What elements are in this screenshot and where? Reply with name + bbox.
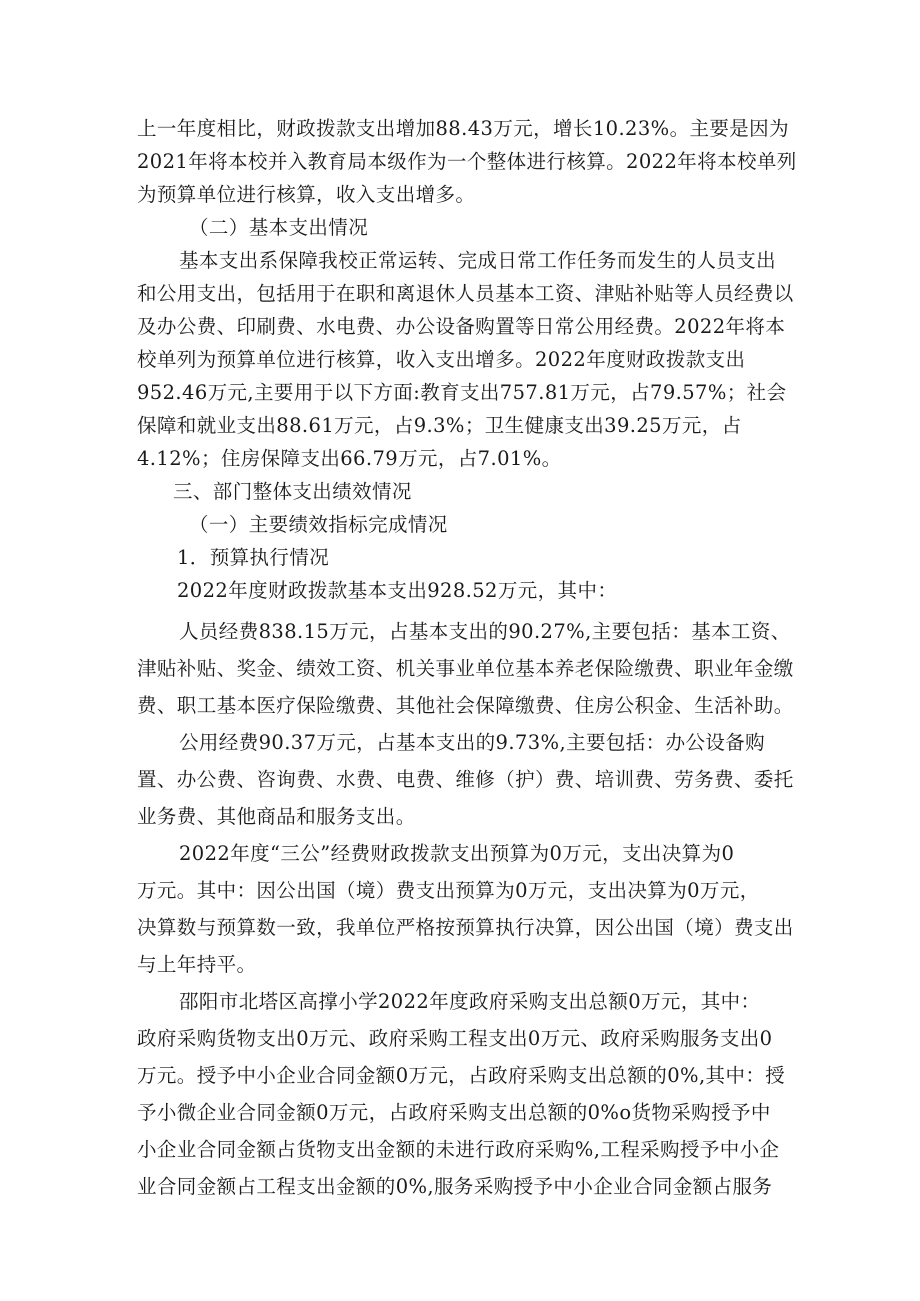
paragraph-line: 费、职工基本医疗保险缴费、其他社会保障缴费、住房公积金、生活补助。 <box>137 694 794 717</box>
paragraph-line: 津贴补贴、奖金、绩效工资、机关事业单位基本养老保险缴费、职业年金缴 <box>137 657 794 680</box>
paragraph-line: 邵阳市北塔区高撑小学2022年度政府采购支出总额0万元，其中： <box>179 990 761 1013</box>
paragraph-line: 2022年度财政拨款基本支出928.52万元，其中： <box>177 579 618 602</box>
paragraph-line: 与上年持平。 <box>137 953 257 976</box>
paragraph-line: 公用经费90.37万元，占基本支出的9.73%,主要包括：办公设备购 <box>179 731 766 754</box>
paragraph-line: 和公用支出，包括用于在职和离退休人员基本工资、津贴补贴等人员经费以 <box>137 282 794 305</box>
section-subheading: （一）主要绩效指标完成情况 <box>189 513 448 536</box>
paragraph-line: 万元。其中：因公出国（境）费支出预算为0万元，支出决算为0万元， <box>137 879 760 902</box>
paragraph-line: 4.12%；住房保障支出66.79万元，占7.01%。 <box>137 447 562 470</box>
paragraph-line: 为预算单位进行核算，收入支出增多。 <box>137 183 476 206</box>
paragraph-line: 置、办公费、咨询费、水费、电费、维修（护）费、培训费、劳务费、委托 <box>137 768 794 791</box>
paragraph-line: 基本支出系保障我校正常运转、完成日常工作任务而发生的人员支出 <box>179 249 777 272</box>
paragraph-line: 上一年度相比，财政拨款支出增加88.43万元，增长10.23%。主要是因为 <box>137 117 789 140</box>
paragraph-line: 业合同金额占工程支出金额的0%,服务采购授予中小企业合同金额占服务 <box>137 1175 773 1198</box>
paragraph-line: 政府采购货物支出0万元、政府采购工程支出0万元、政府采购服务支出0 <box>137 1027 773 1050</box>
section-heading: 三、部门整体支出绩效情况 <box>173 480 412 503</box>
paragraph-line: 小企业合同金额占货物支出金额的未进行政府采购%,工程采购授予中小企 <box>137 1138 780 1161</box>
paragraph-line: 2021年将本校并入教育局本级作为一个整体进行核算。2022年将本校单列 <box>137 150 797 173</box>
paragraph-line: 及办公费、印刷费、水电费、办公设备购置等日常公用经费。2022年将本 <box>137 315 786 338</box>
paragraph-line: 保障和就业支出88.61万元，占9.3%；卫生健康支出39.25万元，占 <box>137 414 742 437</box>
paragraph-line: 952.46万元,主要用于以下方面:教育支出757.81万元，占79.57%；社会 <box>137 381 787 404</box>
paragraph-line: 万元。授予中小企业合同金额0万元，占政府采购支出总额的0%,其中：授 <box>137 1064 786 1087</box>
section-subheading: （二）基本支出情况 <box>189 216 369 239</box>
paragraph-line: 校单列为预算单位进行核算，收入支出增多。2022年度财政拨款支出 <box>137 348 746 371</box>
paragraph-line: 2022年度“三公”经费财政拨款支出预算为0万元，支出决算为0 <box>179 842 735 865</box>
document-page <box>137 112 797 1203</box>
paragraph-line: 决算数与预算数一致，我单位严格按预算执行决算，因公出国（境）费支出 <box>137 916 794 939</box>
paragraph-line: 业务费、其他商品和服务支出。 <box>137 805 416 828</box>
paragraph-line: 人员经费838.15万元，占基本支出的90.27%,主要包括：基本工资、 <box>179 620 791 643</box>
numbered-item-heading: 1．预算执行情况 <box>177 546 330 569</box>
paragraph-line: 予小微企业合同金额0万元，占政府采购支出总额的0%o货物采购授予中 <box>137 1101 771 1124</box>
